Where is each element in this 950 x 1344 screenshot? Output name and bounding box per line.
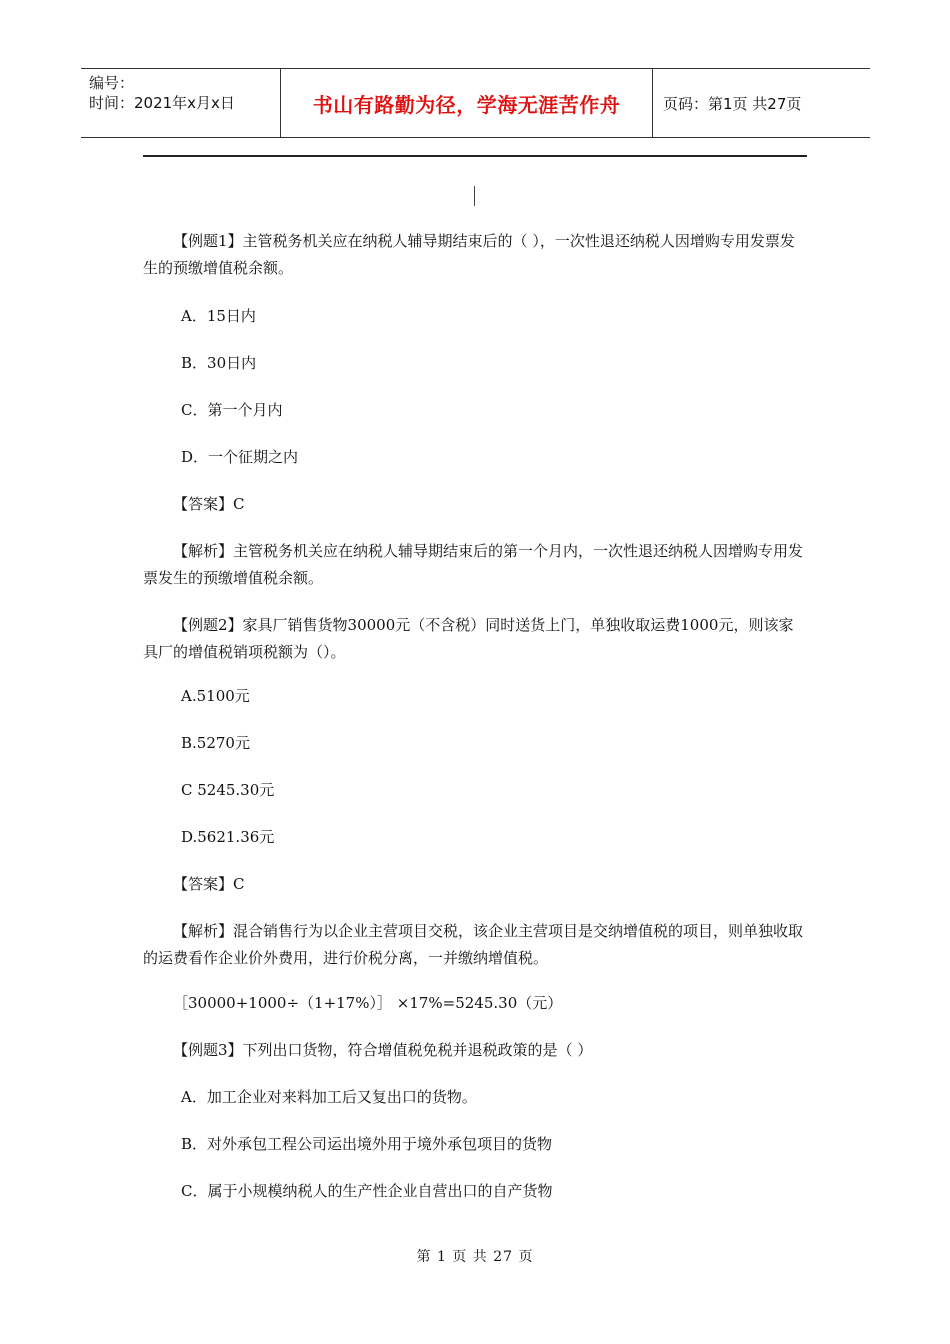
header-page-info: 页码：第1页 共27页 (663, 94, 802, 113)
question-2-stem: 【例题2】家具厂销售货物30000元（不含税）同时送货上门，单独收取运费1000元，则该家具厂的增值税销项税额为（）。 (143, 616, 794, 661)
header-divider (143, 155, 807, 157)
text-cursor (474, 186, 475, 206)
question-2-option-c: C 5245.30元 (181, 781, 275, 799)
question-2-option-d: D.5621.36元 (181, 828, 275, 846)
header-motto: 书山有路勤为径，学海无涯苦作舟 (281, 69, 653, 137)
question-1-option-d: D．一个征期之内 (181, 448, 299, 466)
question-3-option-c: C．属于小规模纳税人的生产性企业自营出口的自产货物 (181, 1182, 553, 1200)
serial-number-label: 编号： (89, 74, 135, 92)
question-3-option-a: A．加工企业对来料加工后又复出口的货物。 (181, 1088, 477, 1106)
question-2-formula: ［30000+1000÷（1+17%）］ ×17%=5245.30（元） (173, 994, 563, 1012)
question-3-option-b: B．对外承包工程公司运出境外用于境外承包项目的货物 (181, 1135, 553, 1153)
document-header (81, 68, 870, 138)
question-1-option-b: B．30日内 (181, 354, 257, 372)
question-1-stem: 【例题1】主管税务机关应在纳税人辅导期结束后的（ ），一次性退还纳税人因增购专用发票发生的预缴增值税余额。 (143, 232, 795, 277)
question-1-option-a: A．15日内 (181, 307, 256, 325)
question-1-option-c: C．第一个月内 (181, 401, 283, 419)
date-label: 时间：2021年x月x日 (89, 94, 235, 112)
question-3-stem: 【例题3】下列出口货物，符合增值税免税并退税政策的是（ ） (173, 1041, 593, 1059)
page-footer: 第 1 页 共 27 页 (416, 1249, 534, 1265)
question-2-option-b: B.5270元 (181, 734, 250, 752)
question-2-analysis: 【解析】混合销售行为以企业主营项目交税，该企业主营项目是交纳增值税的项目，则单独收取的运费看作企业价外费用，进行价税分离，一并缴纳增值税。 (143, 922, 804, 967)
question-1-answer: 【答案】C (173, 495, 245, 513)
question-1-analysis: 【解析】主管税务机关应在纳税人辅导期结束后的第一个月内，一次性退还纳税人因增购专用发票发生的预缴增值税余额。 (143, 542, 804, 587)
question-2-answer: 【答案】C (173, 875, 245, 893)
question-2-option-a: A.5100元 (181, 687, 250, 705)
header-meta-cell (81, 69, 281, 137)
